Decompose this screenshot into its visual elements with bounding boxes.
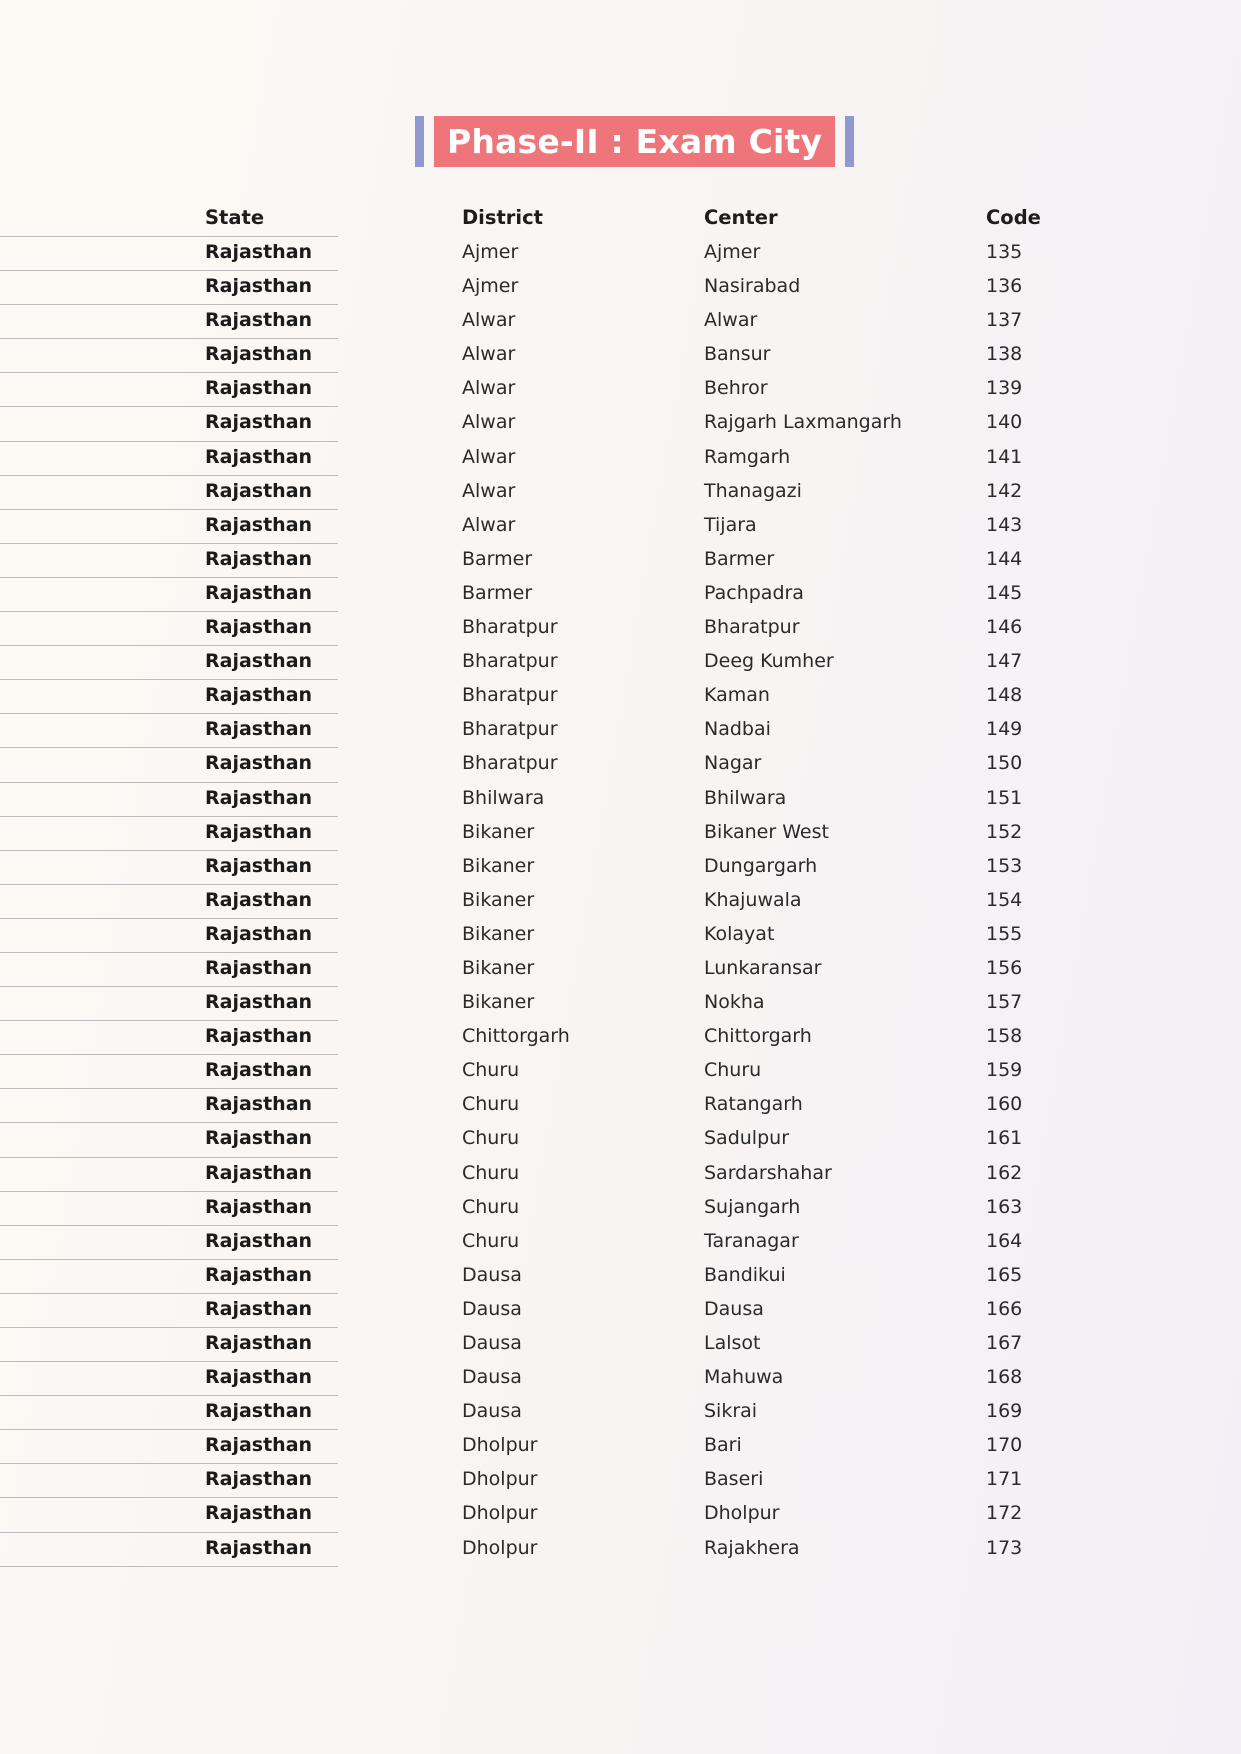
cell-state: Rajasthan (205, 1468, 313, 1491)
cell-center: Pachpadra (704, 581, 804, 604)
cell-district: Barmer (462, 581, 533, 604)
cell-district: Bikaner (462, 888, 535, 911)
cell-code: 138 (986, 343, 1023, 366)
cell-center: Mahuwa (704, 1366, 784, 1389)
cell-district: Alwar (462, 479, 516, 502)
cell-code: 168 (986, 1366, 1023, 1389)
table-row (0, 851, 1241, 885)
cell-state: Rajasthan (205, 309, 313, 332)
page-title-block (415, 116, 854, 167)
cell-center: Churu (704, 1059, 762, 1082)
cell-center: Kolayat (704, 922, 775, 945)
cell-center: Nokha (704, 991, 765, 1014)
table-row (0, 1055, 1241, 1089)
table-row (0, 407, 1241, 441)
cell-code: 158 (986, 1025, 1023, 1048)
cell-code: 159 (986, 1059, 1023, 1082)
cell-code: 150 (986, 752, 1023, 775)
table-row (0, 953, 1241, 987)
cell-district: Bikaner (462, 854, 535, 877)
table-row (0, 1192, 1241, 1226)
cell-state: Rajasthan (205, 1229, 313, 1252)
table-row (0, 339, 1241, 373)
cell-district: Barmer (462, 547, 533, 570)
cell-state: Rajasthan (205, 1059, 313, 1082)
table-row (0, 578, 1241, 612)
table-row (0, 510, 1241, 544)
cell-center: Lunkaransar (704, 956, 822, 979)
cell-district: Bharatpur (462, 650, 558, 673)
cell-district: Churu (462, 1161, 520, 1184)
cell-code: 146 (986, 616, 1023, 639)
cell-center: Dungargarh (704, 854, 818, 877)
cell-district: Ajmer (462, 275, 519, 298)
cell-code: 151 (986, 786, 1023, 809)
cell-center: Bharatpur (704, 616, 800, 639)
table-row (0, 476, 1241, 510)
cell-center: Sujangarh (704, 1195, 801, 1218)
cell-district: Dausa (462, 1297, 522, 1320)
cell-code: 163 (986, 1195, 1023, 1218)
cell-code: 140 (986, 411, 1023, 434)
cell-district: Churu (462, 1195, 520, 1218)
cell-code: 139 (986, 377, 1023, 400)
table-row (0, 1294, 1241, 1328)
cell-district: Alwar (462, 411, 516, 434)
table-row (0, 544, 1241, 578)
cell-center: Sikrai (704, 1400, 758, 1423)
table-row (0, 714, 1241, 748)
cell-district: Bhilwara (462, 786, 545, 809)
cell-code: 156 (986, 956, 1023, 979)
cell-center: Lalsot (704, 1332, 761, 1354)
table-row (0, 1260, 1241, 1294)
cell-state: Rajasthan (205, 1366, 313, 1389)
cell-center: Deeg Kumher (704, 650, 834, 673)
cell-district: Dholpur (462, 1502, 538, 1525)
cell-center: Taranagar (704, 1229, 799, 1252)
cell-state: Rajasthan (205, 1332, 313, 1354)
table-row (0, 1430, 1241, 1464)
cell-code: 149 (986, 718, 1023, 741)
cell-state: Rajasthan (205, 786, 313, 809)
cell-district: Alwar (462, 513, 516, 536)
cell-code: 167 (986, 1332, 1023, 1354)
cell-state: Rajasthan (205, 275, 313, 298)
table-row (0, 1226, 1241, 1260)
cell-state: Rajasthan (205, 479, 313, 502)
cell-state: Rajasthan (205, 888, 313, 911)
cell-code: 153 (986, 854, 1023, 877)
table-row (0, 1328, 1241, 1362)
cell-state: Rajasthan (205, 1434, 313, 1457)
cell-center: Nagar (704, 752, 762, 775)
cell-center: Bansur (704, 343, 771, 366)
cell-district: Churu (462, 1059, 520, 1082)
exam-city-table (0, 237, 1241, 1567)
table-row (0, 783, 1241, 817)
title-left-bar (415, 116, 424, 167)
cell-code: 135 (986, 241, 1023, 263)
cell-district: Alwar (462, 343, 516, 366)
cell-code: 173 (986, 1536, 1023, 1559)
cell-district: Alwar (462, 377, 516, 400)
table-row (0, 1123, 1241, 1157)
cell-state: Rajasthan (205, 1127, 313, 1150)
row-divider (0, 1566, 338, 1567)
cell-state: Rajasthan (205, 820, 313, 843)
header-state: State (205, 206, 265, 229)
cell-state: Rajasthan (205, 1025, 313, 1048)
cell-district: Dholpur (462, 1468, 538, 1491)
table-header (0, 206, 1241, 234)
cell-district: Alwar (462, 445, 516, 468)
cell-code: 166 (986, 1297, 1023, 1320)
table-row (0, 612, 1241, 646)
cell-district: Dausa (462, 1400, 522, 1423)
cell-district: Bharatpur (462, 718, 558, 741)
table-row (0, 885, 1241, 919)
cell-state: Rajasthan (205, 513, 313, 536)
table-row (0, 442, 1241, 476)
cell-center: Sardarshahar (704, 1161, 832, 1184)
cell-district: Bikaner (462, 922, 535, 945)
table-row (0, 1362, 1241, 1396)
cell-center: Ratangarh (704, 1093, 803, 1116)
cell-code: 144 (986, 547, 1023, 570)
cell-center: Tijara (704, 513, 757, 536)
cell-state: Rajasthan (205, 991, 313, 1014)
cell-district: Dholpur (462, 1434, 538, 1457)
cell-district: Alwar (462, 309, 516, 332)
cell-code: 160 (986, 1093, 1023, 1116)
table-row (0, 817, 1241, 851)
table-row (0, 1498, 1241, 1532)
header-district: District (462, 206, 543, 229)
table-row (0, 305, 1241, 339)
cell-code: 148 (986, 684, 1023, 707)
cell-code: 162 (986, 1161, 1023, 1184)
cell-center: Bhilwara (704, 786, 787, 809)
cell-center: Sadulpur (704, 1127, 789, 1150)
cell-center: Dholpur (704, 1502, 780, 1525)
table-row (0, 919, 1241, 953)
cell-code: 161 (986, 1127, 1023, 1150)
cell-center: Ramgarh (704, 445, 791, 468)
cell-center: Dausa (704, 1297, 764, 1320)
table-row (0, 1533, 1241, 1567)
cell-district: Churu (462, 1229, 520, 1252)
cell-code: 165 (986, 1263, 1023, 1286)
cell-district: Bikaner (462, 820, 535, 843)
cell-center: Bari (704, 1434, 742, 1457)
cell-state: Rajasthan (205, 1502, 313, 1525)
cell-center: Rajgarh Laxmangarh (704, 411, 902, 434)
cell-state: Rajasthan (205, 752, 313, 775)
cell-district: Dausa (462, 1366, 522, 1389)
cell-center: Kaman (704, 684, 770, 707)
table-row (0, 1396, 1241, 1430)
cell-code: 171 (986, 1468, 1023, 1491)
cell-code: 143 (986, 513, 1023, 536)
cell-center: Thanagazi (704, 479, 802, 502)
cell-state: Rajasthan (205, 650, 313, 673)
cell-district: Churu (462, 1093, 520, 1116)
cell-state: Rajasthan (205, 343, 313, 366)
cell-state: Rajasthan (205, 684, 313, 707)
cell-center: Behror (704, 377, 768, 400)
cell-code: 154 (986, 888, 1023, 911)
cell-code: 155 (986, 922, 1023, 945)
cell-state: Rajasthan (205, 411, 313, 434)
cell-state: Rajasthan (205, 922, 313, 945)
cell-code: 145 (986, 581, 1023, 604)
cell-state: Rajasthan (205, 1161, 313, 1184)
cell-center: Rajakhera (704, 1536, 800, 1559)
cell-state: Rajasthan (205, 1093, 313, 1116)
table-row (0, 1464, 1241, 1498)
cell-center: Barmer (704, 547, 775, 570)
table-row (0, 237, 1241, 271)
cell-code: 157 (986, 991, 1023, 1014)
cell-district: Bikaner (462, 956, 535, 979)
table-row (0, 1089, 1241, 1123)
cell-state: Rajasthan (205, 241, 313, 263)
table-row (0, 987, 1241, 1021)
cell-state: Rajasthan (205, 445, 313, 468)
cell-code: 136 (986, 275, 1023, 298)
cell-district: Ajmer (462, 241, 519, 263)
cell-state: Rajasthan (205, 581, 313, 604)
cell-state: Rajasthan (205, 1195, 313, 1218)
cell-center: Bandikui (704, 1263, 786, 1286)
cell-center: Alwar (704, 309, 758, 332)
title-right-bar (845, 116, 854, 167)
cell-code: 147 (986, 650, 1023, 673)
cell-code: 142 (986, 479, 1023, 502)
cell-code: 141 (986, 445, 1023, 468)
cell-center: Chittorgarh (704, 1025, 812, 1048)
cell-state: Rajasthan (205, 547, 313, 570)
cell-state: Rajasthan (205, 1263, 313, 1286)
table-row (0, 271, 1241, 305)
cell-center: Bikaner West (704, 820, 829, 843)
cell-state: Rajasthan (205, 956, 313, 979)
cell-code: 169 (986, 1400, 1023, 1423)
cell-state: Rajasthan (205, 1297, 313, 1320)
cell-center: Ajmer (704, 241, 761, 263)
cell-center: Baseri (704, 1468, 764, 1491)
cell-center: Nasirabad (704, 275, 801, 298)
cell-district: Dausa (462, 1263, 522, 1286)
cell-state: Rajasthan (205, 377, 313, 400)
cell-district: Bharatpur (462, 616, 558, 639)
cell-center: Khajuwala (704, 888, 802, 911)
cell-code: 152 (986, 820, 1023, 843)
cell-code: 137 (986, 309, 1023, 332)
table-row (0, 1021, 1241, 1055)
header-center: Center (704, 206, 778, 229)
cell-code: 172 (986, 1502, 1023, 1525)
cell-state: Rajasthan (205, 718, 313, 741)
cell-district: Bharatpur (462, 752, 558, 775)
cell-district: Chittorgarh (462, 1025, 570, 1048)
cell-state: Rajasthan (205, 1536, 313, 1559)
table-row (0, 680, 1241, 714)
cell-district: Dholpur (462, 1536, 538, 1559)
cell-center: Nadbai (704, 718, 771, 741)
table-row (0, 1158, 1241, 1192)
cell-code: 170 (986, 1434, 1023, 1457)
cell-state: Rajasthan (205, 616, 313, 639)
page-title: Phase-II : Exam City (434, 116, 835, 167)
cell-district: Bikaner (462, 991, 535, 1014)
cell-code: 164 (986, 1229, 1023, 1252)
header-code: Code (986, 206, 1041, 229)
cell-district: Bharatpur (462, 684, 558, 707)
table-row (0, 748, 1241, 782)
table-row (0, 373, 1241, 407)
cell-state: Rajasthan (205, 854, 313, 877)
table-row (0, 646, 1241, 680)
cell-state: Rajasthan (205, 1400, 313, 1423)
cell-district: Churu (462, 1127, 520, 1150)
cell-district: Dausa (462, 1332, 522, 1354)
